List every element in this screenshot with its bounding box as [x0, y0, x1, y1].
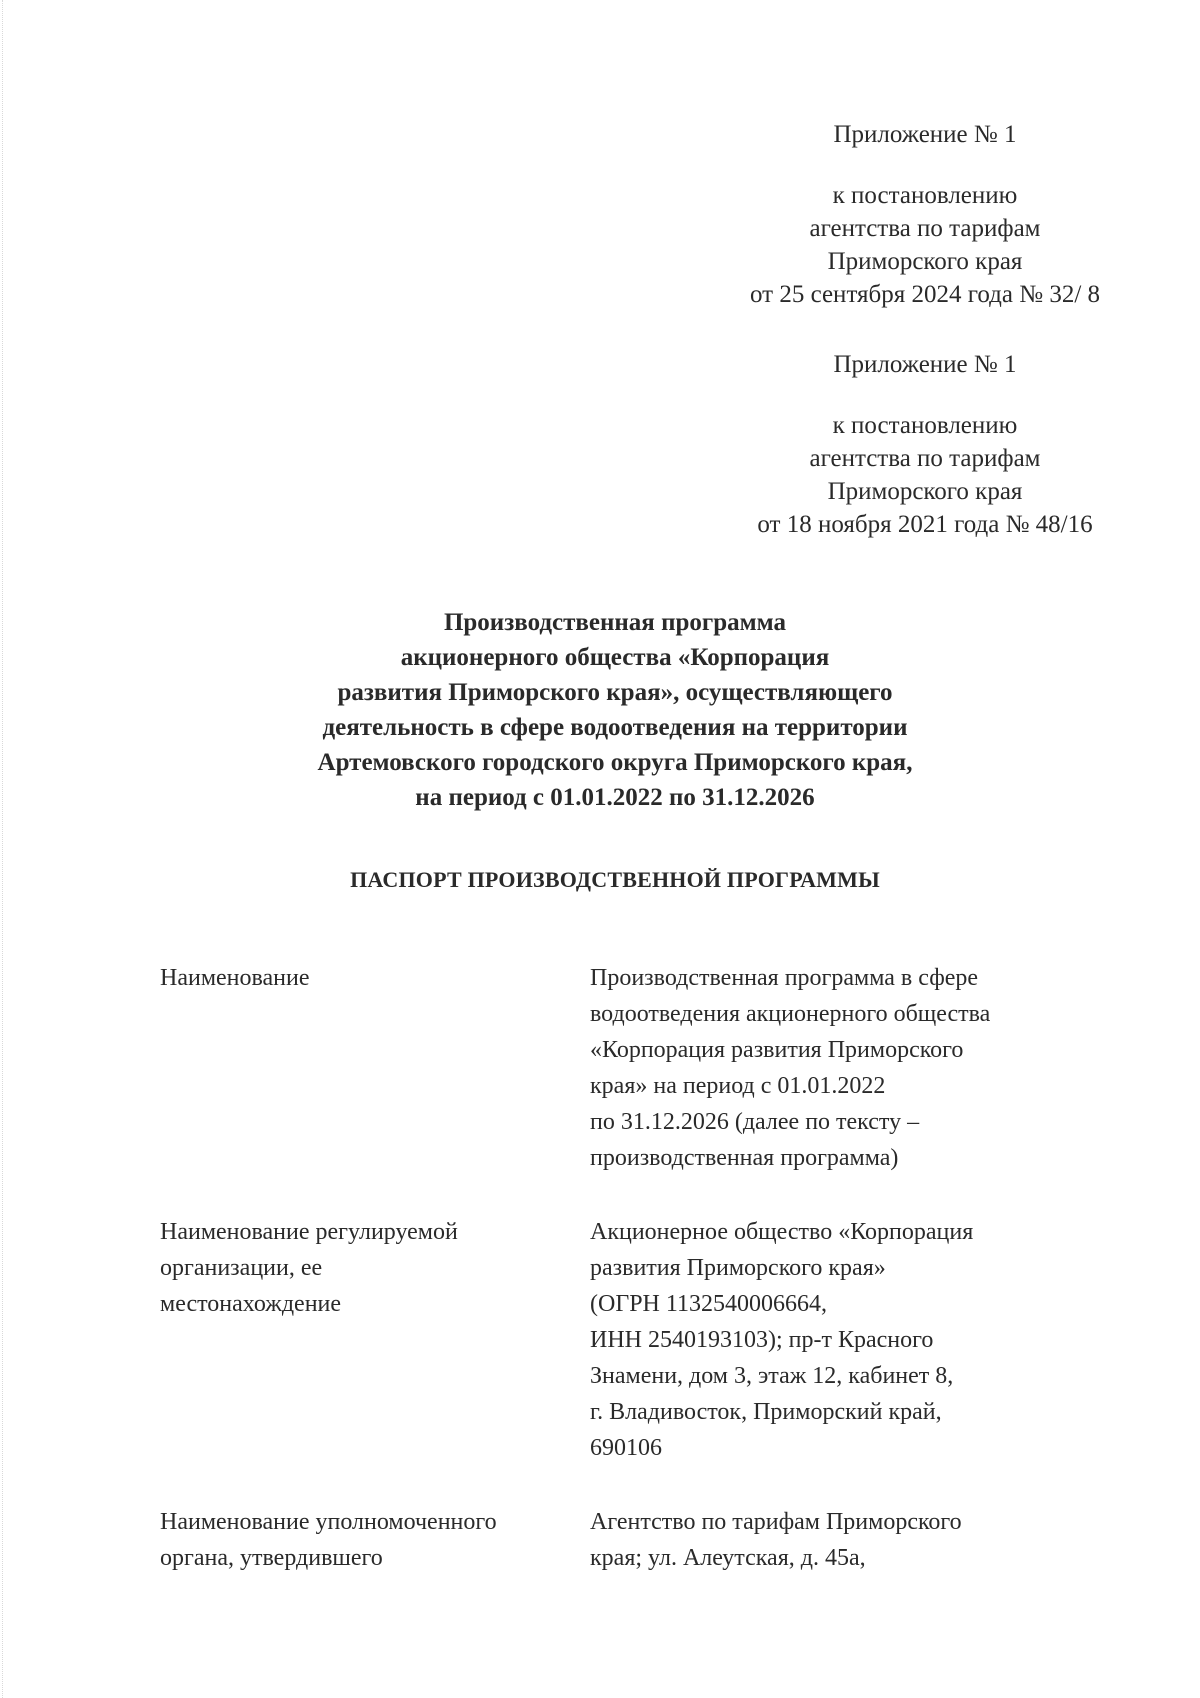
appendix-original-block	[690, 348, 1160, 541]
appendix-current-title: Приложение № 1	[833, 121, 1017, 148]
appendix-current-line: агентства по тарифам	[809, 215, 1041, 242]
passport-row-label	[160, 960, 590, 1176]
label-line: местонахождение	[160, 1291, 342, 1317]
passport-row-label	[160, 1214, 590, 1466]
value-line: Знамени, дом 3, этаж 12, кабинет 8,	[590, 1363, 954, 1389]
value-line: (ОГРН 1132540006664,	[590, 1291, 827, 1317]
appendix-current-line: к постановлению	[832, 182, 1018, 209]
value-line: Акционерное общество «Корпорация	[590, 1219, 974, 1245]
label-line: Наименование	[160, 965, 310, 991]
appendix-current-lines	[690, 179, 1160, 311]
appendix-current-line: Приморского края	[827, 248, 1023, 275]
program-title-line: Производственная программа	[443, 609, 787, 636]
value-line: по 31.12.2026 (далее по тексту –	[590, 1109, 920, 1135]
scan-edge-marks	[2, 0, 5, 1698]
value-line: «Корпорация развития Приморского	[590, 1037, 964, 1063]
program-title-line: акционерного общества «Корпорация	[400, 644, 830, 671]
value-line: производственная программа)	[590, 1145, 899, 1171]
value-line: края» на период с 01.01.2022	[590, 1073, 886, 1099]
value-line: 690106	[590, 1435, 662, 1461]
appendix-original-line: от 18 ноября 2021 года № 48/16	[757, 511, 1093, 538]
passport-row-authority	[160, 1504, 1080, 1576]
value-line: развития Приморского края»	[590, 1255, 886, 1281]
program-title-line: на период с 01.01.2022 по 31.12.2026	[415, 784, 815, 811]
program-title-line: Артемовского городского округа Приморского края,	[317, 749, 913, 776]
label-line: организации, ее	[160, 1255, 323, 1281]
value-line: водоотведения акционерного общества	[590, 1001, 991, 1027]
value-line: края; ул. Алеутская, д. 45а,	[590, 1545, 866, 1571]
passport-row-value	[590, 1214, 1070, 1466]
passport-table	[160, 960, 1080, 1614]
passport-row-organization	[160, 1214, 1080, 1466]
appendix-original-line: к постановлению	[832, 412, 1018, 439]
program-title-line: деятельность в сфере водоотведения на территории	[322, 714, 908, 741]
appendix-original-line: Приморского края	[827, 478, 1023, 505]
passport-row-label	[160, 1504, 590, 1576]
program-title-line: развития Приморского края», осуществляющего	[337, 679, 893, 706]
program-title	[200, 605, 1030, 815]
passport-row-name	[160, 960, 1080, 1176]
appendix-original-title: Приложение № 1	[833, 351, 1017, 378]
value-line: Агентство по тарифам Приморского	[590, 1509, 962, 1535]
appendix-current-block	[690, 118, 1160, 311]
passport-row-value	[590, 1504, 1070, 1576]
label-line: Наименование уполномоченного	[160, 1509, 497, 1535]
appendix-current-line: от 25 сентября 2024 года № 32/ 8	[749, 281, 1101, 308]
value-line: Производственная программа в сфере	[590, 965, 979, 991]
passport-heading: ПАСПОРТ ПРОИЗВОДСТВЕННОЙ ПРОГРАММЫ	[350, 867, 880, 892]
value-line: ИНН 2540193103); пр-т Красного	[590, 1327, 934, 1353]
label-line: органа, утвердившего	[160, 1545, 383, 1571]
label-line: Наименование регулируемой	[160, 1219, 458, 1245]
passport-row-value	[590, 960, 1070, 1176]
appendix-original-line: агентства по тарифам	[809, 445, 1041, 472]
value-line: г. Владивосток, Приморский край,	[590, 1399, 942, 1425]
appendix-original-lines	[690, 409, 1160, 541]
